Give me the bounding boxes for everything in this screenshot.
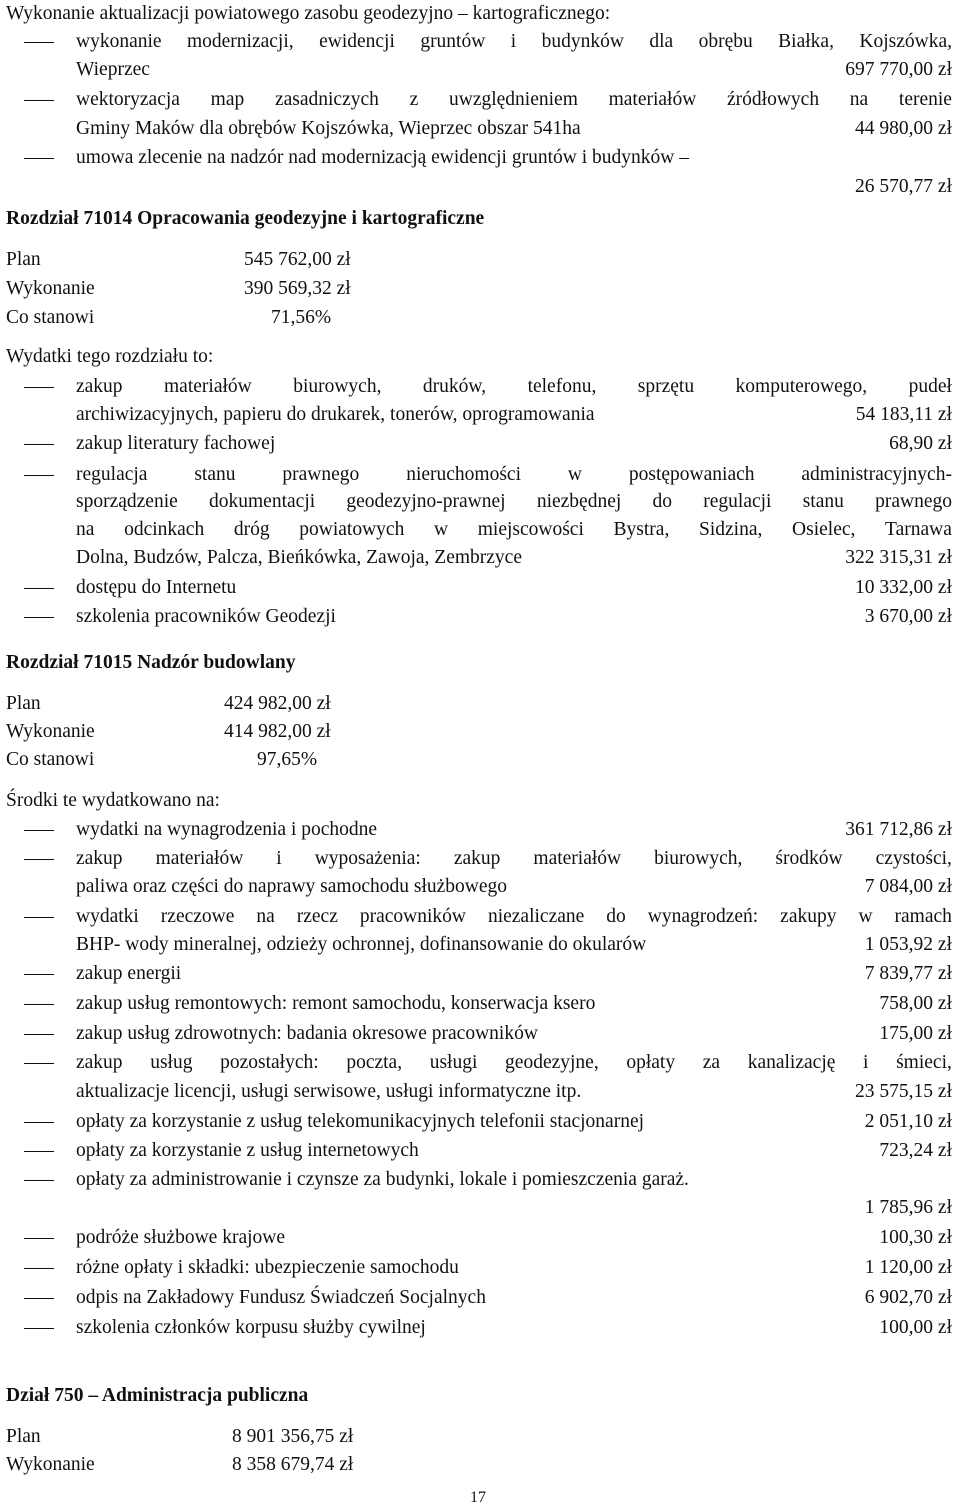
item-71015-14 xyxy=(76,1314,952,1342)
word: Kojszówka, xyxy=(859,31,952,52)
wykonanie-71015 xyxy=(6,718,331,746)
word: prawnego xyxy=(875,491,952,512)
item-amount: 10 332,00 zł xyxy=(855,577,952,598)
stanowi-71015 xyxy=(6,746,318,774)
word: wydatki xyxy=(76,906,139,927)
item-amount: 6 902,70 zł xyxy=(864,1287,952,1308)
word: stanu xyxy=(802,491,844,512)
expenses-heading-71015: Środki te wydatkowano na: xyxy=(6,790,220,811)
intro-item-1 xyxy=(76,28,952,56)
stanowi-71015-label: Co stanowi xyxy=(6,749,95,770)
expenses-heading-71014: Wydatki tego rozdziału to: xyxy=(6,346,214,367)
plan-71014-label: Plan xyxy=(6,249,41,270)
dash-bullet xyxy=(24,1166,54,1194)
item-amount: 23 575,15 zł xyxy=(855,1081,952,1102)
item-71015-7 xyxy=(76,1049,952,1077)
item-amount: 7 839,77 zł xyxy=(864,963,952,984)
item-71014-4 xyxy=(76,574,952,602)
item-text: szkolenia pracowników Geodezji xyxy=(76,606,336,627)
item-71015-6 xyxy=(76,1020,952,1048)
word: środków xyxy=(775,848,843,869)
word: Tarnawa xyxy=(885,519,952,540)
item-71015-9 xyxy=(76,1137,952,1165)
wykonanie-71015-value: 414 982,00 zł xyxy=(224,721,331,742)
dash-bullet xyxy=(24,903,54,931)
item-text: opłaty za korzystanie z usług telekomunikacyjnych telefonii stacjonarnej xyxy=(76,1111,645,1132)
word: rzeczowe xyxy=(160,906,235,927)
stanowi-71014-label: Co stanowi xyxy=(6,307,95,328)
word: kanalizację xyxy=(747,1052,836,1073)
item-text: Dolna, Budzów, Palcza, Bieńkówka, Zawoja, Zembrzyce xyxy=(76,547,522,568)
word: i xyxy=(863,1052,869,1073)
intro-item-1-line2 xyxy=(76,56,952,84)
word: stanu xyxy=(194,464,236,485)
word: sporządzenie xyxy=(76,491,178,512)
word: wykonanie xyxy=(76,31,162,52)
word: w xyxy=(858,906,873,927)
word: druków, xyxy=(422,376,487,397)
item-amount: 26 570,77 zł xyxy=(855,176,952,197)
item-amount: 697 770,00 zł xyxy=(845,59,952,80)
wykonanie-71014-value: 390 569,32 zł xyxy=(244,278,351,299)
section-71014-heading: Rozdział 71014 Opracowania geodezyjne i kartograficzne xyxy=(6,208,485,229)
plan-71015 xyxy=(6,690,331,718)
dash-bullet xyxy=(24,1049,54,1077)
item-text: różne opłaty i składki: ubezpieczenie samochodu xyxy=(76,1257,459,1278)
word: Bystra, xyxy=(613,519,670,540)
word: w xyxy=(433,519,449,540)
word: wynagrodzeń: xyxy=(647,906,759,927)
item-text: Gminy Maków dla obrębów Kojszówka, Wieprzec obszar 541ha xyxy=(76,118,581,139)
dash-bullet xyxy=(24,1108,54,1136)
item-text: szkolenia członków korpusu służby cywilnej xyxy=(76,1317,426,1338)
word: na xyxy=(256,906,275,927)
dash-bullet xyxy=(24,603,54,631)
word: terenie xyxy=(898,89,952,110)
item-amount: 1 785,96 zł xyxy=(864,1197,952,1218)
plan-71014 xyxy=(6,246,351,274)
item-text: aktualizacje licencji, usługi serwisowe, usługi informatyczne itp. xyxy=(76,1081,582,1102)
wykonanie-71015-label: Wykonanie xyxy=(6,721,95,742)
item-text: zakup energii xyxy=(76,963,182,984)
item-text: opłaty za administrowanie i czynsze za budynki, lokale i pomieszczenia garaż. xyxy=(76,1169,689,1190)
section-750-heading: Dział 750 – Administracja publiczna xyxy=(6,1385,309,1406)
word: dla xyxy=(649,31,674,52)
item-71015-7-line2 xyxy=(76,1078,952,1106)
item-amount: 361 712,86 zł xyxy=(845,819,952,840)
word: obrębu xyxy=(698,31,753,52)
wykonanie-71014 xyxy=(6,275,351,303)
dash-bullet xyxy=(24,86,54,114)
word: telefonu, xyxy=(527,376,597,397)
item-71014-3-line2 xyxy=(76,488,952,516)
item-amount: 100,00 zł xyxy=(879,1317,952,1338)
item-amount: 3 670,00 zł xyxy=(864,606,952,627)
word: na xyxy=(849,89,869,110)
word: usługi xyxy=(429,1052,478,1073)
item-71015-8 xyxy=(76,1108,952,1136)
item-71015-2-line2 xyxy=(76,873,952,901)
word: modernizacji, xyxy=(186,31,294,52)
dash-bullet xyxy=(24,430,54,458)
wykonanie-750 xyxy=(6,1451,354,1479)
dash-bullet xyxy=(24,990,54,1018)
item-71015-13 xyxy=(76,1284,952,1312)
word: i xyxy=(510,31,517,52)
word: map xyxy=(210,89,245,110)
stanowi-71015-value: 97,65% xyxy=(257,749,318,770)
word: do xyxy=(606,906,626,927)
dash-bullet xyxy=(24,461,54,489)
item-71014-3-line3 xyxy=(76,516,952,544)
word: Sidzina, xyxy=(699,519,763,540)
item-71015-10 xyxy=(76,1166,952,1194)
item-text: Wieprzec xyxy=(76,59,150,80)
intro-item-3 xyxy=(76,144,952,172)
item-71015-3-line2 xyxy=(76,931,952,959)
dash-bullet xyxy=(24,1224,54,1252)
dash-bullet xyxy=(24,816,54,844)
word: materiałów xyxy=(608,89,697,110)
word: uwzględnieniem xyxy=(448,89,578,110)
item-text: podróże służbowe krajowe xyxy=(76,1227,286,1248)
dash-bullet xyxy=(24,1137,54,1165)
word: do xyxy=(652,491,673,512)
item-amount: 100,30 zł xyxy=(879,1227,952,1248)
item-amount: 2 051,10 zł xyxy=(864,1111,952,1132)
word: regulacja xyxy=(76,464,148,485)
dash-bullet xyxy=(24,1284,54,1312)
dash-bullet xyxy=(24,1020,54,1048)
wykonanie-71014-label: Wykonanie xyxy=(6,278,95,299)
item-amount: 1 053,92 zł xyxy=(864,934,952,955)
word: pudeł xyxy=(908,376,952,397)
word: biurowych, xyxy=(293,376,382,397)
section-71015-heading: Rozdział 71015 Nadzór budowlany xyxy=(6,652,296,673)
word: materiałów xyxy=(164,376,252,397)
word: prawnego xyxy=(282,464,360,485)
dash-bullet xyxy=(24,1254,54,1282)
item-71015-12 xyxy=(76,1254,952,1282)
item-text: archiwizacyjnych, papieru do drukarek, tonerów, oprogramowania xyxy=(76,404,595,425)
dash-bullet xyxy=(24,960,54,988)
stanowi-71014 xyxy=(6,304,332,332)
item-71014-1-line2 xyxy=(76,401,952,429)
item-amount: 68,90 zł xyxy=(889,433,952,454)
dash-bullet xyxy=(24,574,54,602)
plan-71015-value: 424 982,00 zł xyxy=(224,693,331,714)
word: administracyjnych- xyxy=(801,464,952,485)
word: ewidencji xyxy=(319,31,395,52)
item-amount: 1 120,00 zł xyxy=(864,1257,952,1278)
word: opłaty xyxy=(626,1052,676,1073)
word: materiałów xyxy=(533,848,622,869)
word: zakupy xyxy=(780,906,837,927)
word: materiałów xyxy=(155,848,244,869)
word: za xyxy=(702,1052,721,1073)
item-text: odpis na Zakładowy Fundusz Świadczeń Socjalnych xyxy=(76,1287,486,1308)
word: w xyxy=(567,464,582,485)
word: sprzętu xyxy=(637,376,695,397)
item-amount: 322 315,31 zł xyxy=(845,547,952,568)
word: usług xyxy=(150,1052,193,1073)
item-text: zakup literatury fachowej xyxy=(76,433,276,454)
dash-bullet xyxy=(24,845,54,873)
wykonanie-750-label: Wykonanie xyxy=(6,1454,95,1475)
item-amount: 758,00 zł xyxy=(879,993,952,1014)
word: Białka, xyxy=(778,31,834,52)
item-amount: 7 084,00 zł xyxy=(864,876,952,897)
word: zakup xyxy=(76,376,123,397)
item-amount: 54 183,11 zł xyxy=(855,404,952,425)
word: niezaliczane xyxy=(487,906,585,927)
item-amount: 175,00 zł xyxy=(879,1023,952,1044)
item-71014-2 xyxy=(76,430,952,458)
plan-71015-label: Plan xyxy=(6,693,41,714)
word: zakup xyxy=(76,1052,123,1073)
item-text: wydatki na wynagrodzenia i pochodne xyxy=(76,819,378,840)
item-71014-3-line4 xyxy=(76,544,952,572)
word: budynków xyxy=(541,31,624,52)
item-amount: 44 980,00 zł xyxy=(855,118,952,139)
item-text: opłaty za korzystanie z usług internetowych xyxy=(76,1140,419,1161)
word: powiatowych xyxy=(299,519,405,540)
word: miejscowości xyxy=(477,519,584,540)
word: pozostałych: xyxy=(220,1052,319,1073)
item-text: BHP- wody mineralnej, odzieży ochronnej, dofinansowanie do okularów xyxy=(76,934,647,955)
dash-bullet xyxy=(24,28,54,56)
word: niezbędnej xyxy=(536,491,622,512)
item-text: zakup usług remontowych: remont samochodu, konserwacja ksero xyxy=(76,993,596,1014)
wykonanie-750-value: 8 358 679,74 zł xyxy=(232,1454,354,1475)
word: źródłowych xyxy=(727,89,820,110)
item-71015-2 xyxy=(76,845,952,873)
word: wektoryzacja xyxy=(76,89,180,110)
dash-bullet xyxy=(24,1314,54,1342)
plan-750-label: Plan xyxy=(6,1426,41,1447)
item-71014-1 xyxy=(76,373,952,401)
word: nieruchomości xyxy=(406,464,521,485)
word: zakup xyxy=(76,848,123,869)
item-71014-3 xyxy=(76,461,952,489)
item-71014-5 xyxy=(76,603,952,631)
intro-heading: Wykonanie aktualizacji powiatowego zasobu geodezyjno – kartograficznego: xyxy=(6,3,611,24)
item-text: zakup usług zdrowotnych: badania okresowe pracowników xyxy=(76,1023,538,1044)
dash-bullet xyxy=(24,373,54,401)
word: zakup xyxy=(453,848,501,869)
page-number: 17 xyxy=(470,1489,486,1506)
word: regulacji xyxy=(703,491,772,512)
word: dróg xyxy=(233,519,270,540)
word: zasadniczych xyxy=(274,89,379,110)
word: ramach xyxy=(894,906,952,927)
word: komputerowego, xyxy=(735,376,868,397)
item-text: paliwa oraz części do naprawy samochodu służbowego xyxy=(76,876,508,897)
plan-750-value: 8 901 356,75 zł xyxy=(232,1426,354,1447)
word: wyposażenia: xyxy=(314,848,421,869)
word: postępowaniach xyxy=(628,464,755,485)
item-text: dostępu do Internetu xyxy=(76,577,237,598)
word: śmieci, xyxy=(896,1052,952,1073)
word: z xyxy=(409,89,419,110)
word: biurowych, xyxy=(654,848,743,869)
word: dokumentacji xyxy=(209,491,316,512)
plan-750 xyxy=(6,1423,354,1451)
word: na xyxy=(76,519,95,540)
item-71015-3 xyxy=(76,903,952,931)
word: geodezyjno-prawnej xyxy=(346,491,506,512)
word: Osielec, xyxy=(792,519,856,540)
word: pracowników xyxy=(359,906,466,927)
item-71015-11 xyxy=(76,1224,952,1252)
item-71015-5 xyxy=(76,990,952,1018)
item-71015-1 xyxy=(76,816,952,844)
intro-item-2 xyxy=(76,86,952,114)
dash-bullet xyxy=(24,144,54,172)
item-71015-4 xyxy=(76,960,952,988)
item-text: umowa zlecenie na nadzór nad modernizacją ewidencji gruntów i budynków – xyxy=(76,147,689,168)
plan-71014-value: 545 762,00 zł xyxy=(244,249,351,270)
word: rzecz xyxy=(296,906,338,927)
word: odcinkach xyxy=(124,519,205,540)
item-amount: 723,24 zł xyxy=(879,1140,952,1161)
word: gruntów xyxy=(420,31,486,52)
word: czystości, xyxy=(875,848,952,869)
word: geodezyjne, xyxy=(505,1052,599,1073)
word: i xyxy=(276,848,282,869)
stanowi-71014-value: 71,56% xyxy=(271,307,332,328)
intro-item-2-line2 xyxy=(76,115,952,143)
word: poczta, xyxy=(346,1052,403,1073)
